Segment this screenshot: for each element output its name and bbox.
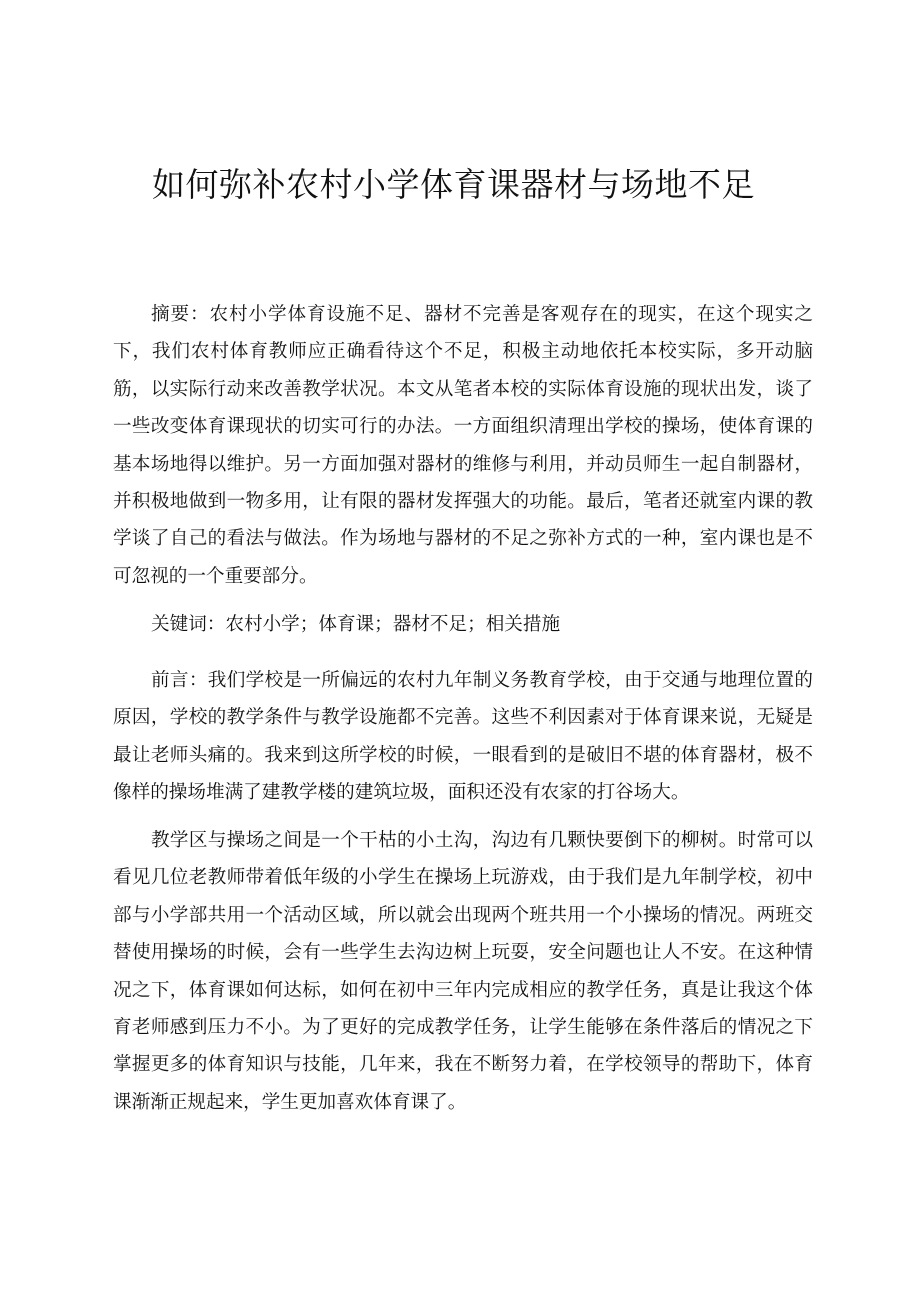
abstract-paragraph: 摘要：农村小学体育设施不足、器材不完善是客观存在的现实，在这个现实之下，我们农村体育教师应正确看待这个不足，积极主动地依托本校实际，多开动脑筋，以实际行动来改善教学状况。本文从笔者本校的实际体育设施的现状出发，谈了一些改变体育课现状的切实可行的办法。一方面组织清理出学校的操场，使体育课的基本场地得以维护。另一方面加强对器材的维修与利用，并动员师生一起自制器材，并积极地做到一物多用，让有限的器材发挥强大的功能。最后，笔者还就室内课的教学谈了自己的看法与做法。作为场地与器材的不足之弥补方式的一种，室内课也是不可忽视的一个重要部分。 — [113, 304, 813, 587]
document-title: 如何弥补农村小学体育课器材与场地不足 — [152, 165, 755, 204]
keywords-paragraph: 关键词：农村小学；体育课；器材不足；相关措施 — [151, 614, 561, 635]
preface-paragraph: 前言：我们学校是一所偏远的农村九年制义务教育学校，由于交通与地理位置的原因，学校的教学条件与教学设施都不完善。这些不利因素对于体育课来说，无疑是最让老师头痛的。我来到这所学校的时候，一眼看到的是破旧不堪的体育器材，极不像样的操场堆满了建教学楼的建筑垃圾，面积还没有农家的打谷场大。 — [113, 670, 813, 804]
body-paragraph: 教学区与操场之间是一个干枯的小土沟，沟边有几颗快要倒下的柳树。时常可以看见几位老教师带着低年级的小学生在操场上玩游戏，由于我们是九年制学校，初中部与小学部共用一个活动区域，所以就会出现两个班共用一个小操场的情况。两班交替使用操场的时候，会有一些学生去沟边树上玩耍，安全问题也让人不安。在这种情况之下，体育课如何达标，如何在初中三年内完成相应的教学任务，真是让我这个体育老师感到压力不小。为了更好的完成教学任务，让学生能够在条件落后的情况之下掌握更多的体育知识与技能，几年来，我在不断努力着，在学校领导的帮助下，体育课渐渐正规起来，学生更加喜欢体育课了。 — [113, 830, 813, 1113]
